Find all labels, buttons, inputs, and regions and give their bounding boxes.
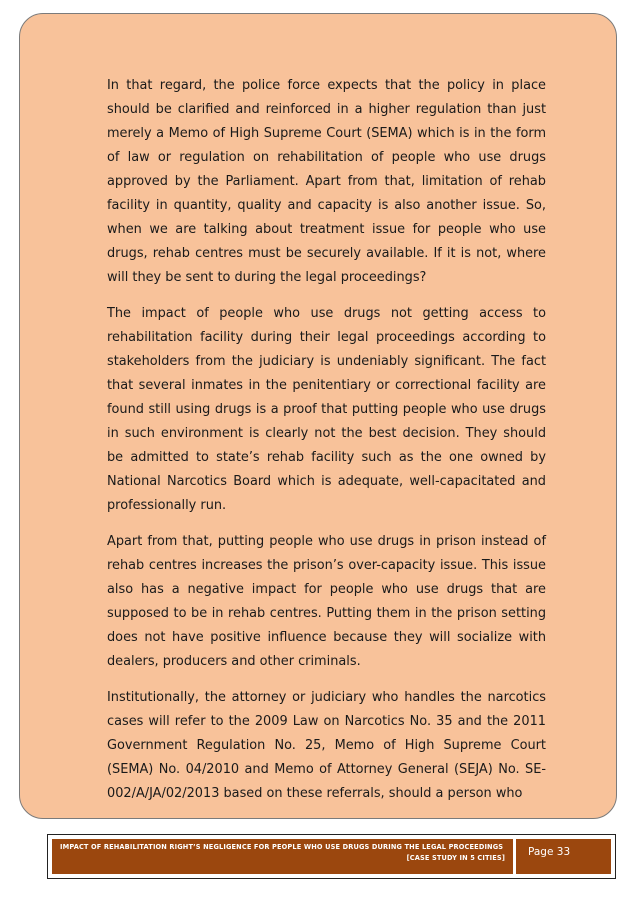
paragraph: Apart from that, putting people who use drugs in prison instead of rehab centres increases the prison’s over-capacity issue. This issue also has a negative impact for people who use drugs that are supposed to be in rehab centres. Putting them in the prison setting does not have positive influence because they will socialize with dealers, producers and other criminals. (107, 534, 546, 669)
paragraph: In that regard, the police force expects that the policy in place should be clarified and reinforced in a higher regulation than just merely a Memo of High Supreme Court (SEMA) which is in the form of law or regulation on rehabilitation of people who use drugs approved by the Parliament. Apart from that, limitation of rehab facility in quantity, quality and capacity is also another issue. So, when we are talking about treatment issue for people who use drugs, rehab centres must be securely available. If it is not, where will they be sent to during the legal proceedings? (107, 78, 546, 285)
paragraph: Institutionally, the attorney or judiciary who handles the narcotics cases will refer to the 2009 Law on Narcotics No. 35 and the 2011 Government Regulation No. 25, Memo of High Supreme Court (SEMA) No. 04/2010 and Memo of Attorney General (SEJA) No. SE-002/A/JA/02/2013 based on these referrals, should a person who (107, 690, 546, 801)
footer-title (52, 839, 513, 874)
body-text (107, 74, 546, 818)
footer-title-line1: IMPACT OF REHABILITATION RIGHT’S NEGLIGENCE FOR PEOPLE WHO USE DRUGS DURING THE LEGAL PROCEEDINGS (60, 843, 504, 851)
page-number: Page 33 (516, 839, 611, 874)
footer-title-line2: [CASE STUDY IN 5 CITIES] (406, 854, 505, 862)
paragraph: The impact of people who use drugs not getting access to rehabilitation facility during their legal proceedings according to stakeholders from the judiciary is undeniably significant. The fact that several inmates in the penitentiary or correctional facility are found still using drugs is a proof that putting people who use drugs in such environment is clearly not the best decision. They should be admitted to state’s rehab facility such as the one owned by National Narcotics Board which is adequate, well-capacitated and professionally run. (107, 306, 546, 513)
page-footer (47, 834, 616, 879)
